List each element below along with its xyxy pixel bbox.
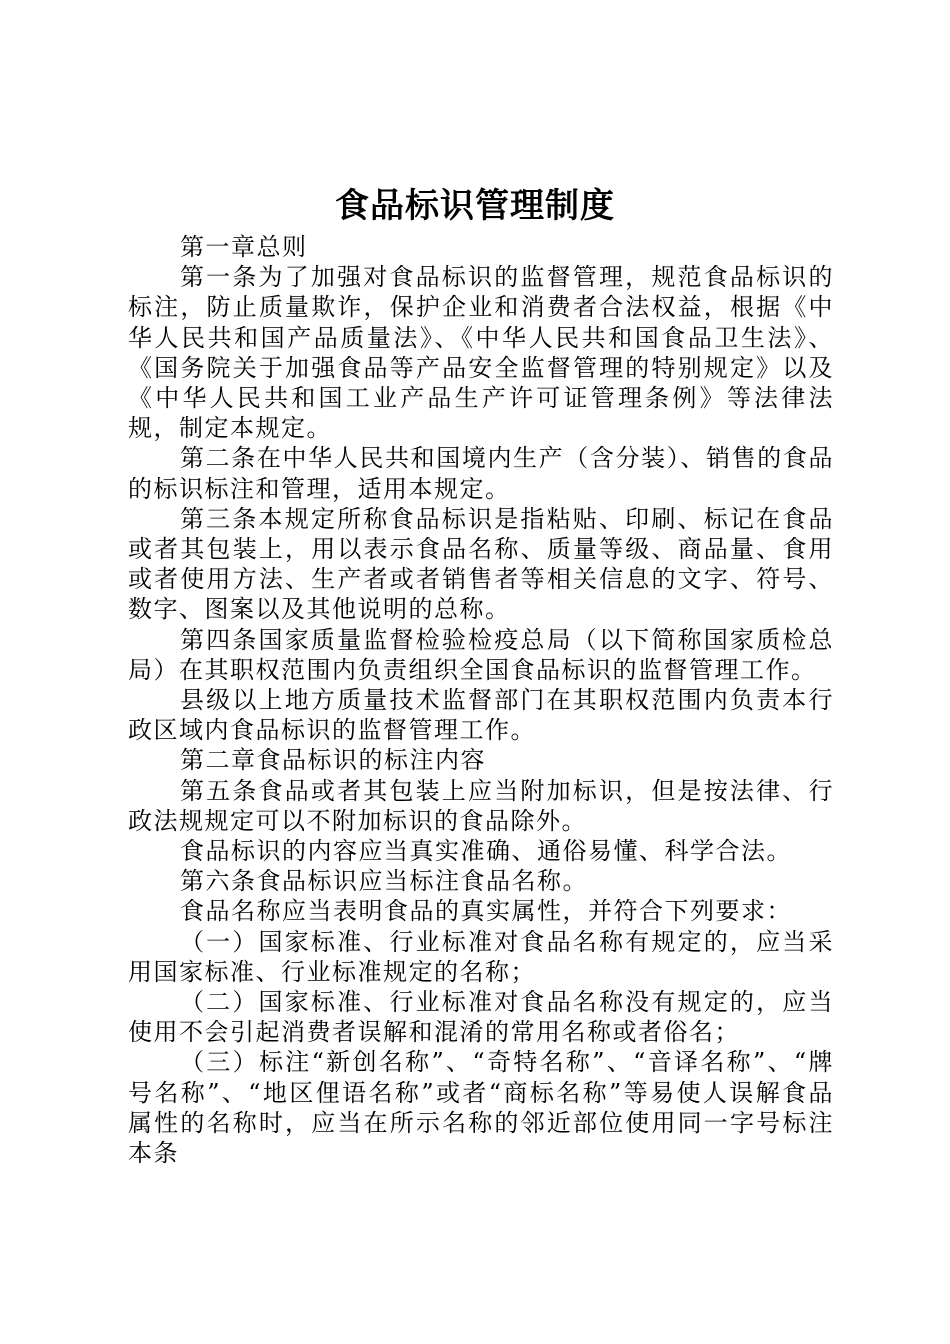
document-body [128,232,834,1168]
list-item: （三）标注“新创名称”、“奇特名称”、“音译名称”、“牌号名称”、“地区俚语名称”或者“商标名称”等易使人误解食品属性的名称时，应当在所示名称的邻近部位使用同一字号标注本条 [128,1048,834,1168]
paragraph: 第三条本规定所称食品标识是指粘贴、印刷、标记在食品或者其包装上，用以表示食品名称、质量等级、商品量、食用或者使用方法、生产者或者销售者等相关信息的文字、符号、数字、图案以及其他说明的总称。 [128,504,834,624]
paragraph: 第一条为了加强对食品标识的监督管理，规范食品标识的标注，防止质量欺诈，保护企业和消费者合法权益，根据《中华人民共和国产品质量法》、《中华人民共和国食品卫生法》、《国务院关于加强食品等产品安全监督管理的特别规定》以及《中华人民共和国工业产品生产许可证管理条例》等法律法规，制定本规定。 [128,263,834,443]
chapter-heading: 第二章食品标识的标注内容 [180,746,486,775]
list-item: （二）国家标准、行业标准对食品名称没有规定的，应当使用不会引起消费者误解和混淆的常用名称或者俗名； [128,988,834,1047]
paragraph: 第五条食品或者其包装上应当附加标识，但是按法律、行政法规规定可以不附加标识的食品除外。 [128,776,834,835]
document-title: 食品标识管理制度 [335,186,615,226]
paragraph: 第二条在中华人民共和国境内生产（含分装）、销售的食品的标识标注和管理，适用本规定。 [128,444,834,503]
paragraph: 第四条国家质量监督检验检疫总局（以下简称国家质检总局）在其职权范围内负责组织全国食品标识的监督管理工作。 [128,625,834,684]
paragraph: 县级以上地方质量技术监督部门在其职权范围内负责本行政区域内食品标识的监督管理工作。 [128,686,834,745]
list-item: （一）国家标准、行业标准对食品名称有规定的，应当采用国家标准、行业标准规定的名称； [128,927,834,986]
paragraph: 食品名称应当表明食品的真实属性，并符合下列要求： [180,897,792,926]
paragraph: 第六条食品标识应当标注食品名称。 [180,867,588,896]
chapter-heading: 第一章总则 [180,233,308,261]
paragraph: 食品标识的内容应当真实准确、通俗易懂、科学合法。 [180,837,792,866]
